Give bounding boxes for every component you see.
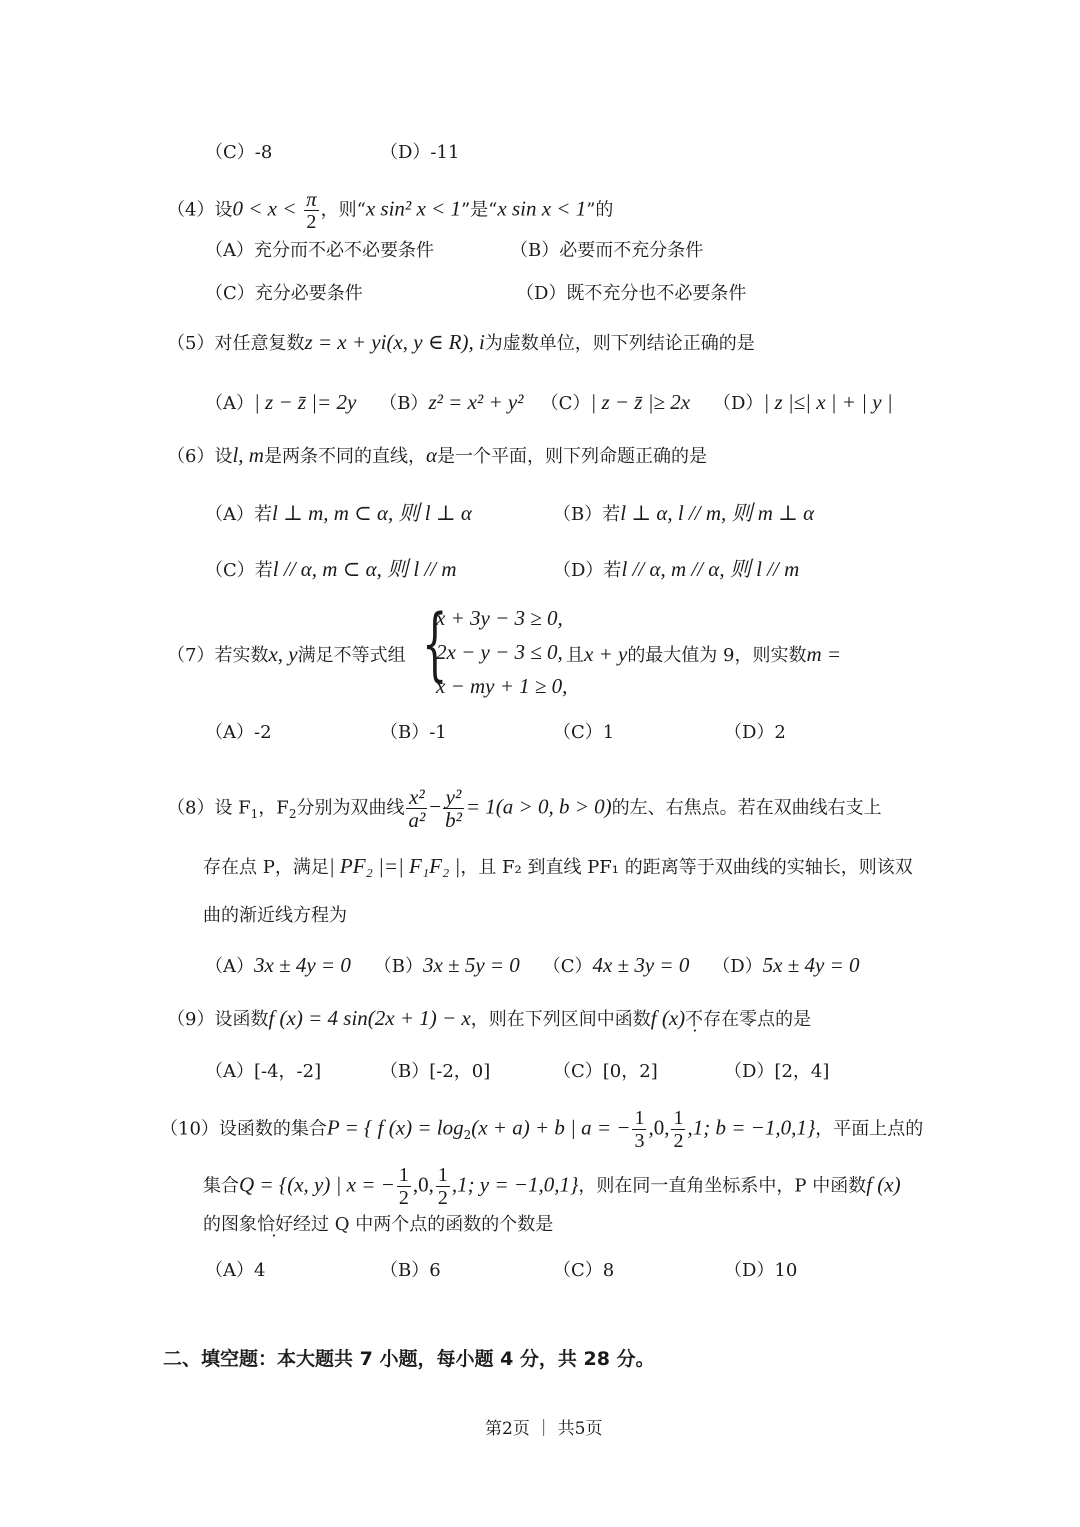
q8-stem-a: （8）设 F — [167, 797, 251, 819]
q6-option-a — [205, 500, 472, 528]
q8-d-math: 5x ± 4y = 0 — [762, 953, 860, 977]
q8-frac-x — [406, 786, 427, 831]
q7-option-c: （C）1 — [553, 722, 615, 743]
q4-mid1: ，则“ — [320, 199, 366, 221]
q10-stem-line2 — [203, 1164, 901, 1209]
q6-b-label: （B）若 — [553, 504, 621, 525]
q9-stem-a: （9）设函数 — [167, 1009, 269, 1030]
q4-expr1: x sin² x < 1 — [365, 196, 461, 221]
q8-a-label: （A） — [205, 956, 254, 977]
q8-stem-line1 — [167, 786, 882, 831]
q5-b-label: （B） — [379, 393, 429, 414]
q10-f2-num: 1 — [673, 1107, 684, 1129]
q7-inequality-1: x + 3y − 3 ≥ 0, — [436, 606, 563, 630]
q7-option-d: （D）2 — [724, 722, 786, 743]
q10-f1-den: 3 — [634, 1130, 645, 1152]
page-footer: 第2页 ｜ 共5页 — [485, 1419, 603, 1439]
q10-line3-a: 的图象 — [203, 1214, 257, 1235]
q3-option-d: （D）-11 — [380, 142, 460, 163]
q6-option-b — [553, 500, 814, 528]
q8-b-math: 3x ± 5y = 0 — [422, 953, 520, 977]
q6-option-c — [205, 556, 457, 584]
q6-d-label: （D）若 — [553, 560, 622, 581]
q4-tail: ”的 — [586, 199, 614, 221]
q7-stem — [167, 641, 406, 669]
q10-stem-line1 — [160, 1107, 923, 1152]
q10-stem-b: ，平面上点的 — [815, 1118, 924, 1140]
q6-a-label: （A）若 — [205, 504, 272, 525]
q9-stem-math2: f (x) — [650, 1006, 686, 1030]
q7-after-a: 且 — [566, 645, 584, 666]
q5-stem — [167, 329, 755, 357]
q10-set-p-c: ,0, — [648, 1115, 670, 1140]
q9-option-b: （B）[-2，0] — [380, 1061, 491, 1082]
q10-option-b: （B）6 — [380, 1260, 441, 1281]
q8-stem-line3: 曲的渐近线方程为 — [203, 905, 347, 926]
q6-b-math: l ⊥ α, l // m, 则 m ⊥ α — [620, 501, 815, 525]
q8-fy-den: b² — [445, 808, 462, 832]
q5-stem-a: （5）对任意复数 — [167, 333, 305, 354]
q5-a-math: | z − z̄ |= 2y — [254, 390, 357, 414]
q7-option-b: （B）-1 — [380, 722, 447, 743]
q6-stem-m2: α — [425, 443, 437, 467]
q10-f3-den: 2 — [398, 1187, 409, 1209]
q8-sub1: 1 — [250, 807, 259, 822]
q7-after-m2: m = — [806, 642, 842, 666]
q8-c-label: （C） — [542, 956, 593, 977]
q7-option-a: （A）-2 — [205, 722, 272, 743]
q5-c-label: （C） — [540, 393, 591, 414]
q4-pi-over-2 — [304, 188, 319, 233]
q6-stem-b: 是两条不同的直线， — [263, 446, 426, 467]
q8-options — [205, 952, 860, 980]
q3-option-c: （C）-8 — [205, 142, 273, 163]
q4-stem — [167, 188, 613, 233]
q9-stem-c: 存在零点的是 — [703, 1009, 812, 1030]
q9-option-c: （C）[0，2] — [553, 1061, 658, 1082]
q4-prefix: （4）设 — [167, 199, 233, 221]
q4-frac-num: π — [306, 187, 317, 211]
q7-inequality-2: 2x − y − 3 ≤ 0, — [436, 640, 563, 664]
q6-stem-a: （6）设 — [167, 446, 233, 467]
q10-emphasis-exactly: 恰好 — [257, 1214, 293, 1235]
q10-f4-den: 2 — [437, 1187, 448, 1209]
q8-a-math: 3x ± 4y = 0 — [254, 953, 351, 977]
q4-option-c: （C）充分必要条件 — [205, 283, 363, 304]
q6-d-math: l // α, m // α, 则 l // m — [621, 557, 800, 581]
q4-expr2: x sin x < 1 — [497, 196, 587, 221]
q6-c-label: （C）若 — [205, 560, 273, 581]
q5-stem-b: 为虚数单位，则下列结论正确的是 — [484, 333, 755, 354]
q5-d-math: | z |≤| x | + | y | — [763, 390, 893, 414]
q8-eq: = 1(a > 0, b > 0) — [465, 794, 612, 819]
q8-stem-c: 分别为双曲线 — [296, 797, 405, 819]
q10-set-p-d: ,1; b = −1,0,1} — [687, 1115, 816, 1140]
q10-line2-a: 集合 — [203, 1175, 239, 1197]
q6-stem-m1: l, m — [232, 443, 264, 467]
q5-c-math: | z − z̄ |≥ 2x — [590, 390, 691, 414]
q10-option-d: （D）10 — [724, 1260, 798, 1281]
q8-c-math: 4x ± 3y = 0 — [592, 953, 690, 977]
q7-stem-b: 满足不等式组 — [297, 645, 406, 666]
q6-stem-c: 是一个平面，则下列命题正确的是 — [436, 446, 707, 467]
q7-inequality-3: x − my + 1 ≥ 0, — [436, 674, 568, 698]
q8-minus: − — [429, 794, 442, 819]
q10-set-p-b: (x + a) + b | a = − — [471, 1115, 631, 1140]
q5-b-math: z² = x² + y² — [428, 390, 524, 414]
q8-line2-b: ，且 F₂ 到直线 PF₁ 的距离等于双曲线的实轴长，则该双 — [460, 857, 913, 878]
q4-option-b: （B）必要而不充分条件 — [510, 240, 704, 261]
q10-set-q-b: ,0, — [412, 1172, 434, 1197]
q8-stem-b: ，F — [258, 797, 289, 819]
q8-fx-num: x² — [406, 786, 427, 809]
q10-f2-den: 2 — [673, 1130, 684, 1152]
q10-f3-num: 1 — [398, 1164, 409, 1186]
q8-fy-num: y² — [443, 786, 464, 809]
q7-after-b: 的最大值为 9，则实数 — [627, 645, 807, 666]
q10-frac-4 — [436, 1164, 450, 1209]
q8-stem-line2 — [203, 853, 913, 881]
q8-d-label: （D） — [712, 956, 763, 977]
q5-options — [205, 389, 893, 417]
q10-stem-line3 — [203, 1212, 553, 1238]
q6-option-d — [553, 556, 799, 584]
q4-mid2: ”是“ — [460, 199, 498, 221]
q4-option-d: （D）既不充分也不必要条件 — [516, 283, 747, 304]
q5-stem-math: z = x + yi(x, y ∈ R), i — [304, 330, 485, 354]
q8-b-label: （B） — [373, 956, 423, 977]
q10-line3-b: 经过 Q 中两个点的函数的个数是 — [293, 1214, 554, 1235]
q7-after-m: x + y — [584, 642, 628, 666]
q9-stem — [167, 1005, 811, 1033]
q10-frac-3 — [397, 1164, 411, 1209]
q10-frac-2 — [671, 1107, 685, 1152]
q10-set-p-a: P = { f (x) = log — [326, 1115, 464, 1140]
q9-option-a: （A）[-4，-2] — [205, 1061, 322, 1082]
q6-c-math: l // α, m ⊂ α, 则 l // m — [272, 557, 457, 581]
q4-frac-den: 2 — [306, 211, 317, 233]
q8-line2-math: | PF₂ |=| F₁F₂ | — [328, 854, 461, 878]
q8-line2-a: 存在点 P，满足 — [203, 857, 329, 878]
q10-log-base: 2 — [463, 1128, 472, 1143]
q8-frac-y — [443, 786, 464, 831]
q9-option-d: （D）[2，4] — [724, 1061, 830, 1082]
q7-stem-m1: x, y — [268, 642, 298, 666]
q7-brace: { — [422, 597, 448, 690]
q5-d-label: （D） — [713, 393, 764, 414]
q10-f1-num: 1 — [634, 1107, 645, 1129]
q6-a-math: l ⊥ m, m ⊂ α, 则 l ⊥ α — [272, 501, 472, 525]
q9-stem-b: ，则在下列区间中函数 — [470, 1009, 651, 1030]
q8-stem-d: 的左、右焦点。若在双曲线右支上 — [611, 797, 882, 819]
section-fill-in-heading: 二、填空题：本大题共 7 小题，每小题 4 分，共 28 分。 — [163, 1348, 655, 1370]
q5-a-label: （A） — [205, 393, 254, 414]
q10-line2-b: ，则在同一直角坐标系中，P 中函数 — [578, 1175, 867, 1197]
q10-option-a: （A）4 — [205, 1260, 266, 1281]
q10-f4-num: 1 — [437, 1164, 448, 1186]
q6-stem — [167, 442, 707, 470]
q7-stem-after — [566, 641, 841, 669]
q10-option-c: （C）8 — [553, 1260, 615, 1281]
q10-set-q-c: ,1; y = −1,0,1} — [451, 1172, 579, 1197]
q7-stem-a: （7）若实数 — [167, 645, 269, 666]
q9-stem-math: f (x) = 4 sin(2x + 1) − x — [268, 1006, 471, 1030]
q4-condition: 0 < x < — [232, 196, 297, 221]
q9-emphasis-not: 不 — [685, 1009, 704, 1030]
q4-option-a: （A）充分而不必不必要条件 — [205, 240, 434, 261]
q10-frac-1 — [632, 1107, 646, 1152]
q10-set-q-a: Q = {(x, y) | x = − — [239, 1172, 395, 1197]
q8-sub2: 2 — [288, 807, 297, 822]
q10-line2-math: f (x) — [866, 1172, 901, 1197]
q10-stem-a: （10）设函数的集合 — [160, 1118, 327, 1140]
q8-fx-den: a² — [408, 808, 426, 832]
